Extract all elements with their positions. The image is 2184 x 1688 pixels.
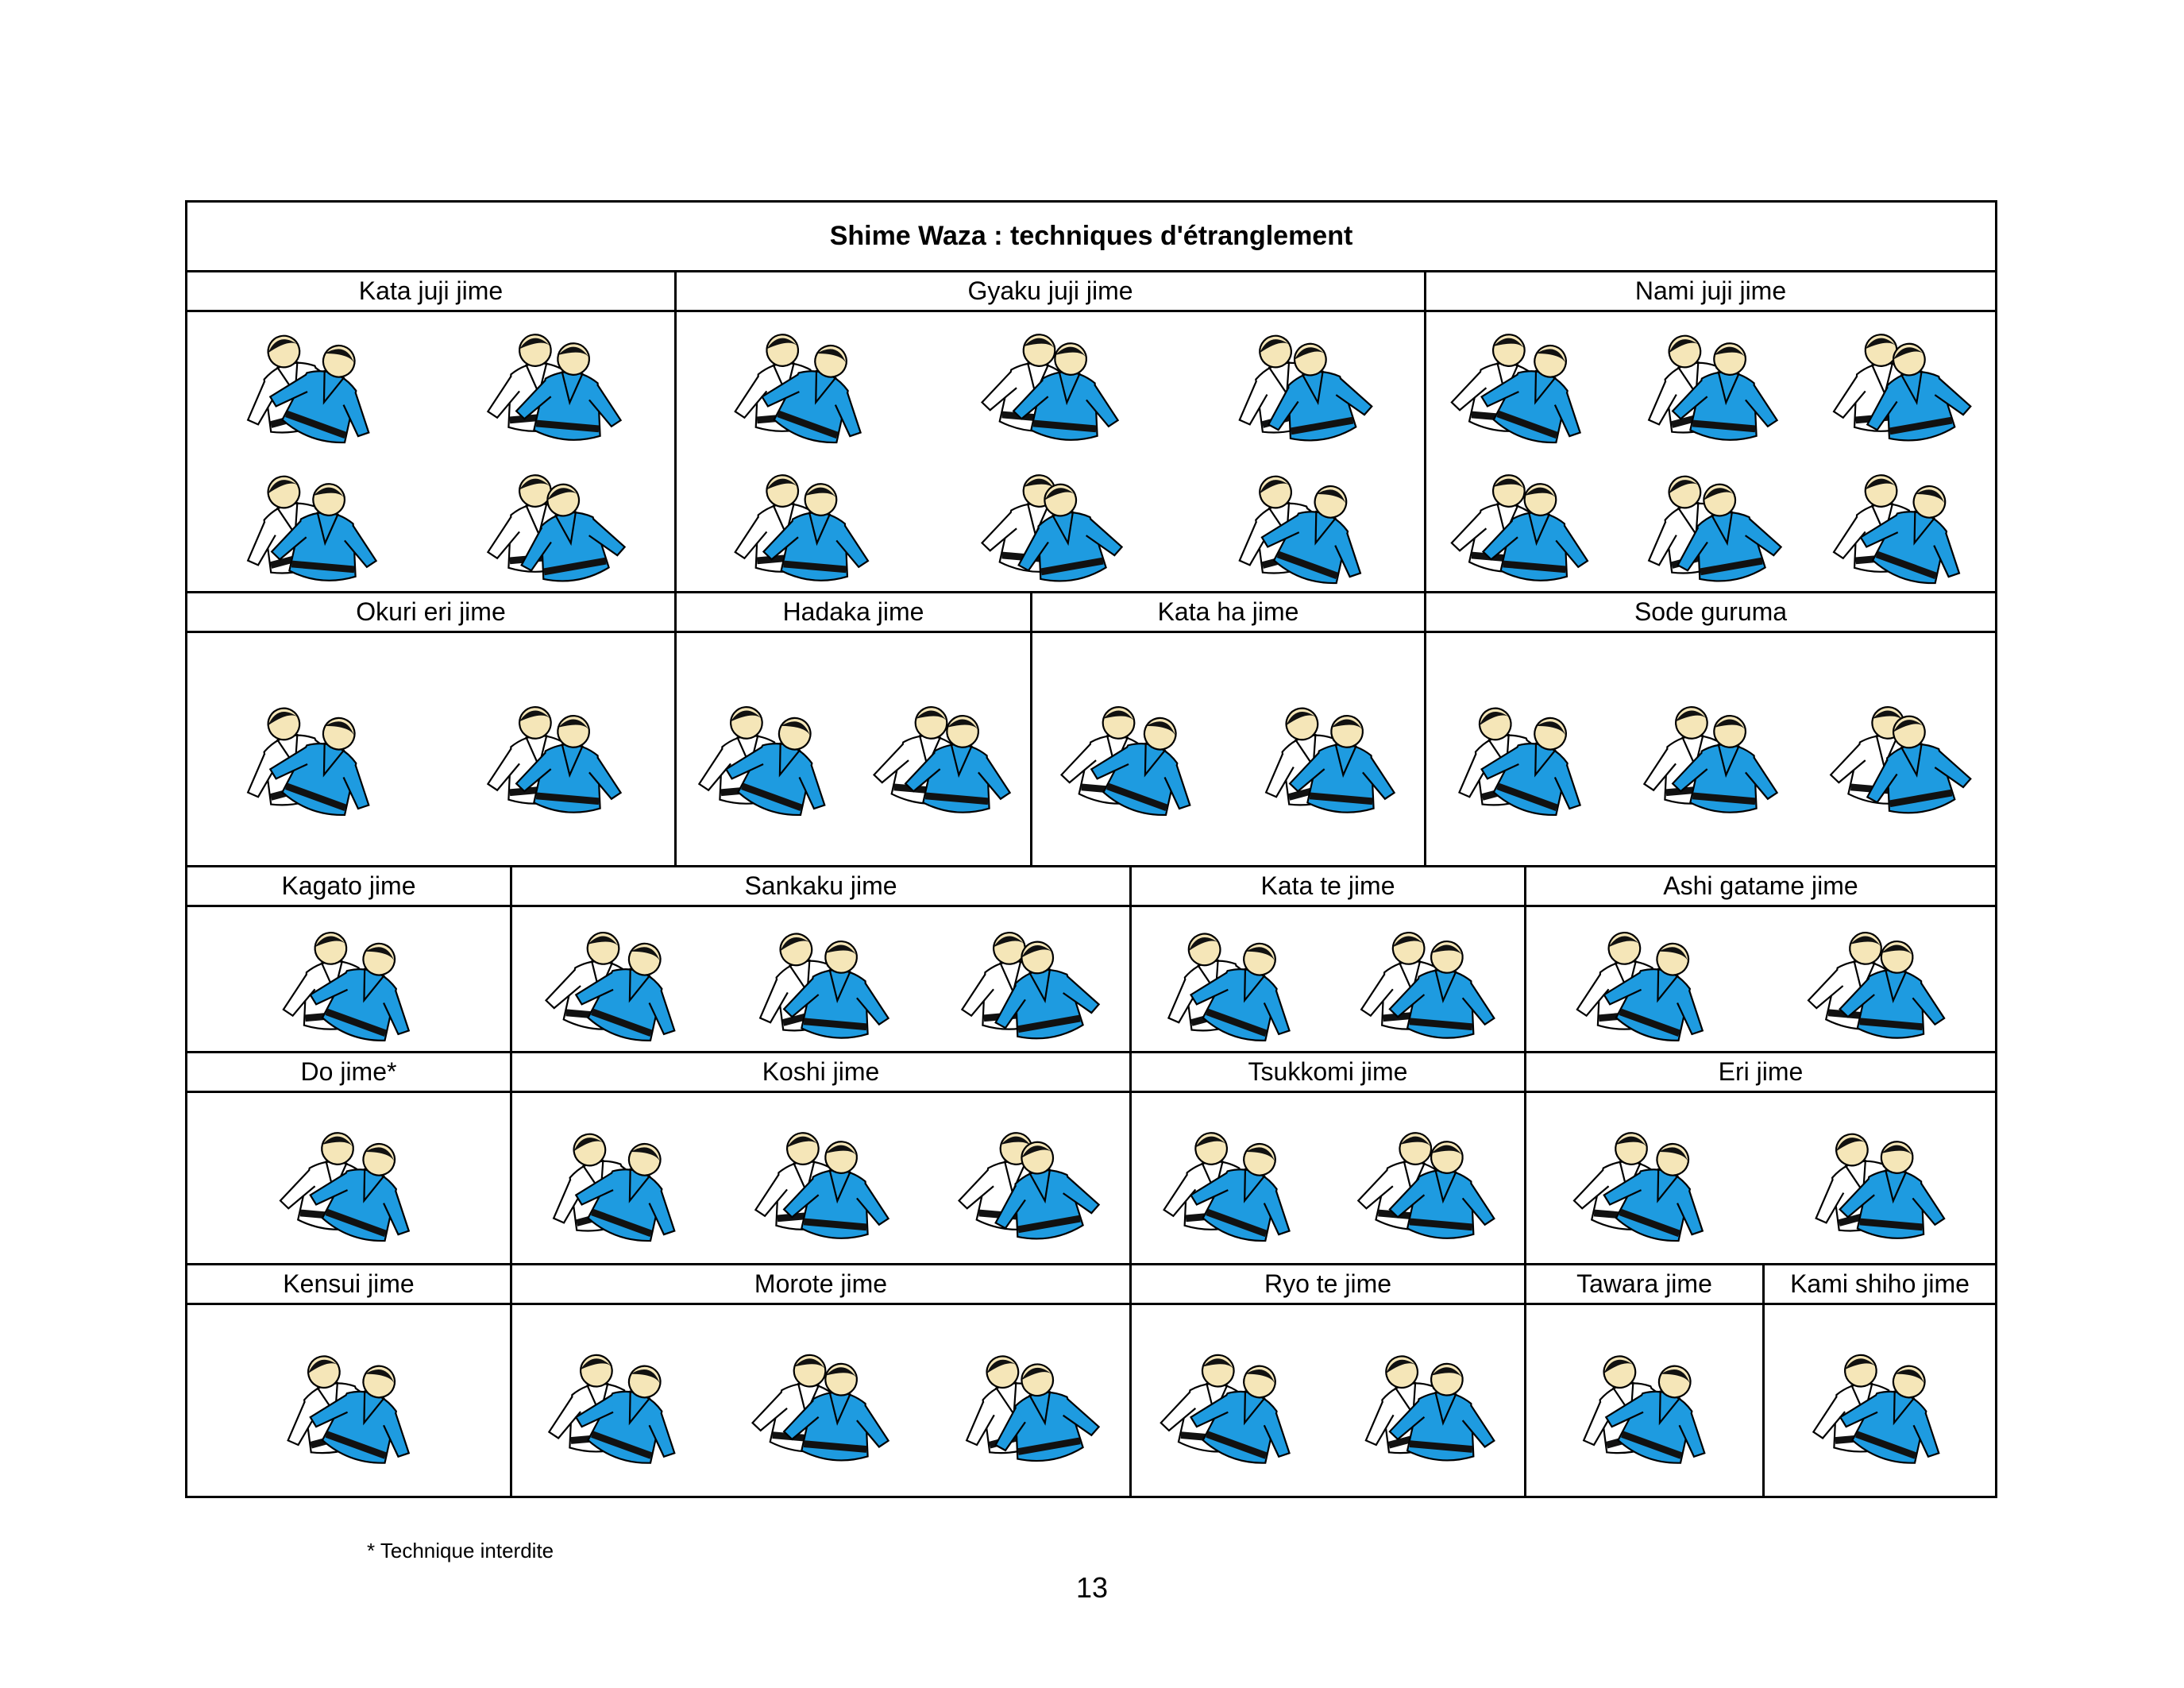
image-kagato-jime: [187, 907, 512, 1053]
image-morote-jime: [512, 1305, 1132, 1496]
image-koshi-jime: [512, 1093, 1132, 1265]
illustration: [1426, 633, 1995, 867]
illustration: [187, 312, 677, 593]
label-kagato-jime: Kagato jime: [187, 867, 512, 907]
label-koshi-jime: Koshi jime: [512, 1053, 1132, 1093]
label-kensui-jime: Kensui jime: [187, 1265, 512, 1305]
label-morote-jime: Morote jime: [512, 1265, 1132, 1305]
label-tsukkomi-jime: Tsukkomi jime: [1132, 1053, 1526, 1093]
illustration: [512, 1093, 1132, 1265]
label-kata-te-jime: Kata te jime: [1132, 867, 1526, 907]
label-ashi-gatame-jime: Ashi gatame jime: [1526, 867, 1995, 907]
label-kami-shiho-jime: Kami shiho jime: [1765, 1265, 1995, 1305]
image-kata-juji-jime: [187, 312, 677, 593]
illustration: [512, 1305, 1132, 1496]
label-nami-juji-jime: Nami juji jime: [1426, 272, 1995, 312]
image-hadaka-jime: [677, 633, 1032, 867]
image-sode-guruma: [1426, 633, 1995, 867]
label-sode-guruma: Sode guruma: [1426, 593, 1995, 633]
illustration: [677, 633, 1032, 867]
illustration: [1132, 1305, 1526, 1496]
illustration: [677, 312, 1426, 593]
label-hadaka-jime: Hadaka jime: [677, 593, 1032, 633]
illustration: [1526, 1305, 1765, 1496]
label-okuri-eri-jime: Okuri eri jime: [187, 593, 677, 633]
image-ryo-te-jime: [1132, 1305, 1526, 1496]
table-title: Shime Waza : techniques d'étranglement: [829, 221, 1353, 251]
label-kata-ha-jime: Kata ha jime: [1032, 593, 1426, 633]
image-tawara-jime: [1526, 1305, 1765, 1496]
illustration: [1132, 1093, 1526, 1265]
image-do-jime: [187, 1093, 512, 1265]
image-eri-jime: [1526, 1093, 1995, 1265]
page-number: 13: [1075, 1571, 1109, 1604]
techniques-table: [185, 200, 1997, 1498]
illustration: [187, 1305, 512, 1496]
image-tsukkomi-jime: [1132, 1093, 1526, 1265]
image-okuri-eri-jime: [187, 633, 677, 867]
illustration: [1765, 1305, 1995, 1496]
image-kata-te-jime: [1132, 907, 1526, 1053]
image-kata-ha-jime: [1032, 633, 1426, 867]
illustration: [187, 1093, 512, 1265]
illustration: [1526, 907, 1995, 1053]
illustration: [512, 907, 1132, 1053]
image-kami-shiho-jime: [1765, 1305, 1995, 1496]
label-ryo-te-jime: Ryo te jime: [1132, 1265, 1526, 1305]
label-do-jime: Do jime*: [187, 1053, 512, 1093]
illustration: [1032, 633, 1426, 867]
label-sankaku-jime: Sankaku jime: [512, 867, 1132, 907]
image-gyaku-juji-jime: [677, 312, 1426, 593]
image-ashi-gatame-jime: [1526, 907, 1995, 1053]
label-gyaku-juji-jime: Gyaku juji jime: [677, 272, 1426, 312]
label-eri-jime: Eri jime: [1526, 1053, 1995, 1093]
illustration: [1132, 907, 1526, 1053]
image-sankaku-jime: [512, 907, 1132, 1053]
image-nami-juji-jime: [1426, 312, 1995, 593]
table-title-row: [187, 203, 1995, 272]
illustration: [1526, 1093, 1995, 1265]
illustration: [187, 633, 677, 867]
illustration: [187, 907, 512, 1053]
image-kensui-jime: [187, 1305, 512, 1496]
label-kata-juji-jime: Kata juji jime: [187, 272, 677, 312]
label-tawara-jime: Tawara jime: [1526, 1265, 1765, 1305]
footnote: * Technique interdite: [367, 1539, 554, 1562]
illustration: [1426, 312, 1995, 593]
